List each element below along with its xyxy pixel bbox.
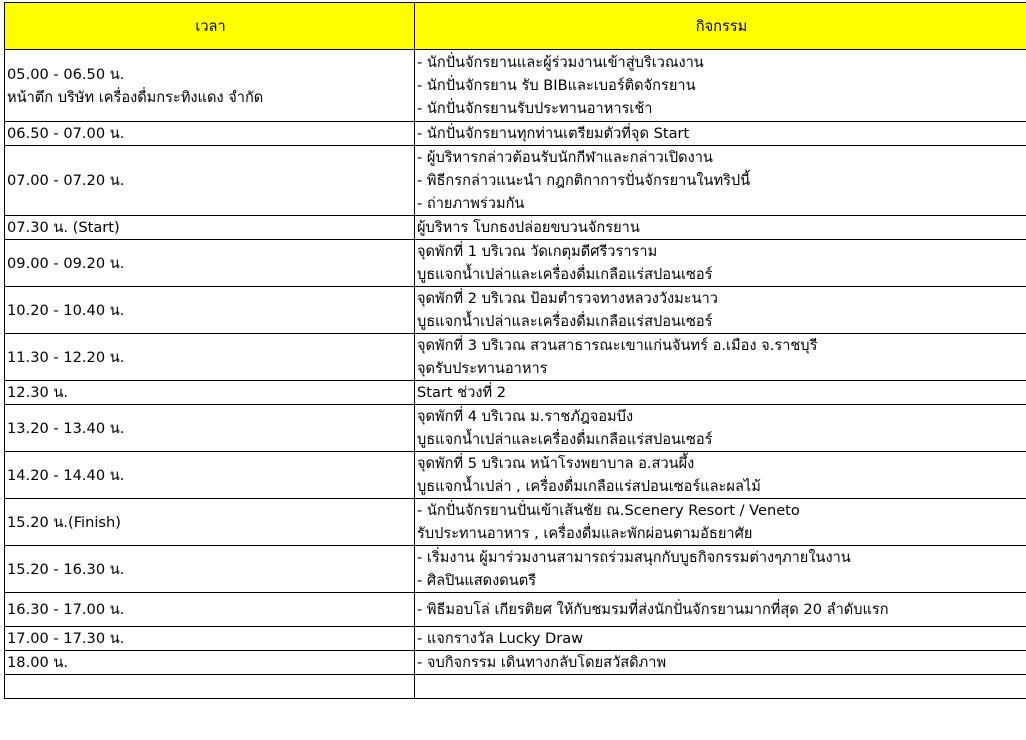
time-text: 16.30 - 17.00 น. xyxy=(7,601,125,618)
table-row xyxy=(5,452,1026,499)
header-row xyxy=(5,3,1026,50)
activity-cell xyxy=(415,499,1026,546)
activity-cell xyxy=(415,546,1026,593)
activity-text: จุดพักที่ 4 บริเวณ ม.ราชภัฎจอมบึง xyxy=(417,408,634,425)
activity-cell xyxy=(415,627,1026,651)
activity-cell xyxy=(415,452,1026,499)
time-text: 11.30 - 12.20 น. xyxy=(7,348,125,366)
table-row xyxy=(5,651,1026,675)
activity-text: รับประทานอาหาร , เครื่องดื่มและพักผ่อนตามอัธยาศัย xyxy=(417,525,753,542)
activity-text: - ถ่ายภาพร่วมกัน xyxy=(417,195,525,212)
activity-cell xyxy=(415,240,1026,287)
time-cell xyxy=(5,334,415,381)
activity-text: - นักปั่นจักรยานและผู้ร่วมงานเข้าสู่บริเวณงาน xyxy=(417,54,704,71)
activity-text: - นักปั่นจักรยานปั่นเข้าเส้นชัย ณ.Scenery Resort / Veneto xyxy=(417,502,800,519)
activity-text: จุดพักที่ 2 บริเวณ ป้อมตำรวจทางหลวงวังมะนาว xyxy=(417,290,719,307)
activity-cell xyxy=(415,287,1026,334)
time-text: 09.00 - 09.20 น. xyxy=(7,254,125,272)
table-row xyxy=(5,216,1026,240)
activity-text: บูธแจกน้ำเปล่าและเครื่องดื่มเกลือแร่สปอนเซอร์ xyxy=(417,313,713,330)
activity-text: - แจกรางวัล Lucky Draw xyxy=(417,630,584,647)
table-row xyxy=(5,146,1026,216)
activity-text: - พิธีกรกล่าวแนะนำ กฎกติกาการปั่นจักรยานในทริปนี้ xyxy=(417,172,751,189)
activity-text: บูธแจกน้ำเปล่า , เครื่องดื่มเกลือแร่สปอนเซอร์และผลไม้ xyxy=(417,478,761,495)
table-row xyxy=(5,381,1026,405)
activity-cell xyxy=(415,334,1026,381)
activity-cell xyxy=(415,146,1026,216)
activity-text: บูธแจกน้ำเปล่าและเครื่องดื่มเกลือแร่สปอนเซอร์ xyxy=(417,431,713,448)
time-cell xyxy=(5,499,415,546)
activity-cell xyxy=(415,216,1026,240)
time-cell xyxy=(5,546,415,593)
time-text: 15.20 น.(Finish) xyxy=(7,513,121,531)
time-text: 17.00 - 17.30 น. xyxy=(7,630,125,647)
activity-text: - ศิลปินแสดงดนตรี xyxy=(417,572,537,589)
activity-cell xyxy=(415,593,1026,627)
time-text: 05.00 - 06.50 น. xyxy=(7,65,125,83)
activity-text: - นักปั่นจักรยานทุกท่านเตรียมตัวที่จุด Start xyxy=(417,125,690,142)
time-text: 13.20 - 13.40 น. xyxy=(7,419,125,437)
schedule-table xyxy=(4,2,1026,699)
activity-cell xyxy=(415,651,1026,675)
table-row xyxy=(5,546,1026,593)
time-cell xyxy=(5,240,415,287)
activity-text: - พิธีมอบโล่ เกียรติยศ ให้กับชมรมที่ส่งนักปั่นจักรยานมากที่สุด 20 ลำดับแรก xyxy=(417,601,889,618)
table-row xyxy=(5,287,1026,334)
time-cell xyxy=(5,381,415,405)
activity-cell xyxy=(415,675,1026,699)
activity-text: จุดรับประทานอาหาร xyxy=(417,360,548,377)
activity-text: บูธแจกน้ำเปล่าและเครื่องดื่มเกลือแร่สปอนเซอร์ xyxy=(417,266,713,283)
activity-cell xyxy=(415,50,1026,122)
table-row xyxy=(5,405,1026,452)
table-row xyxy=(5,122,1026,146)
time-text: 15.20 - 16.30 น. xyxy=(7,560,125,578)
time-cell xyxy=(5,593,415,627)
time-text: 14.20 - 14.40 น. xyxy=(7,466,125,484)
activity-text: - ผู้บริหารกล่าวต้อนรับนักกีฬาและกล่าวเปิดงาน xyxy=(417,149,713,166)
time-text: 18.00 น. xyxy=(7,654,69,671)
time-cell xyxy=(5,405,415,452)
activity-text: - นักปั่นจักรยาน รับ BIBและเบอร์ติดจักรยาน xyxy=(417,77,696,94)
time-text: 12.30 น. xyxy=(7,384,69,401)
table-row xyxy=(5,627,1026,651)
time-text: หน้าตึก บริษัท เครื่องดื่มกระทิงแดง จำกัด xyxy=(7,88,264,106)
header-time: เวลา xyxy=(5,3,415,50)
time-cell xyxy=(5,146,415,216)
time-cell xyxy=(5,627,415,651)
table-row xyxy=(5,334,1026,381)
time-text: 06.50 - 07.00 น. xyxy=(7,125,125,142)
time-cell xyxy=(5,675,415,699)
time-cell xyxy=(5,216,415,240)
time-cell xyxy=(5,452,415,499)
activity-text: Start ช่วงที่ 2 xyxy=(417,384,507,401)
time-cell xyxy=(5,122,415,146)
time-cell xyxy=(5,287,415,334)
time-text: 07.30 น. (Start) xyxy=(7,219,120,236)
time-text: 10.20 - 10.40 น. xyxy=(7,301,125,319)
activity-cell xyxy=(415,122,1026,146)
activity-text: - จบกิจกรรม เดินทางกลับโดยสวัสดิภาพ xyxy=(417,654,667,671)
time-cell xyxy=(5,50,415,122)
table-row xyxy=(5,593,1026,627)
time-cell xyxy=(5,651,415,675)
table-row xyxy=(5,240,1026,287)
activity-text: ผู้บริหาร โบกธงปล่อยขบวนจักรยาน xyxy=(417,219,640,236)
activity-cell xyxy=(415,405,1026,452)
activity-text: จุดพักที่ 1 บริเวณ วัดเกตุมดีศรีวราราม xyxy=(417,243,658,260)
table-row xyxy=(5,499,1026,546)
table-row xyxy=(5,675,1026,699)
activity-text: จุดพักที่ 5 บริเวณ หน้าโรงพยาบาล อ.สวนผึ้ง xyxy=(417,455,695,472)
activity-text: จุดพักที่ 3 บริเวณ สวนสาธารณะเขาแก่นจันทร์ อ.เมือง จ.ราชบุรี xyxy=(417,337,818,354)
time-text: 07.00 - 07.20 น. xyxy=(7,172,125,189)
activity-cell xyxy=(415,381,1026,405)
activity-text: - เริ่มงาน ผู้มาร่วมงานสามารถร่วมสนุกกับบูธกิจกรรมต่างๆภายในงาน xyxy=(417,549,851,566)
table-row xyxy=(5,50,1026,122)
header-activity: กิจกรรม xyxy=(415,3,1026,50)
activity-text: - นักปั่นจักรยานรับประทานอาหารเช้า xyxy=(417,100,653,117)
